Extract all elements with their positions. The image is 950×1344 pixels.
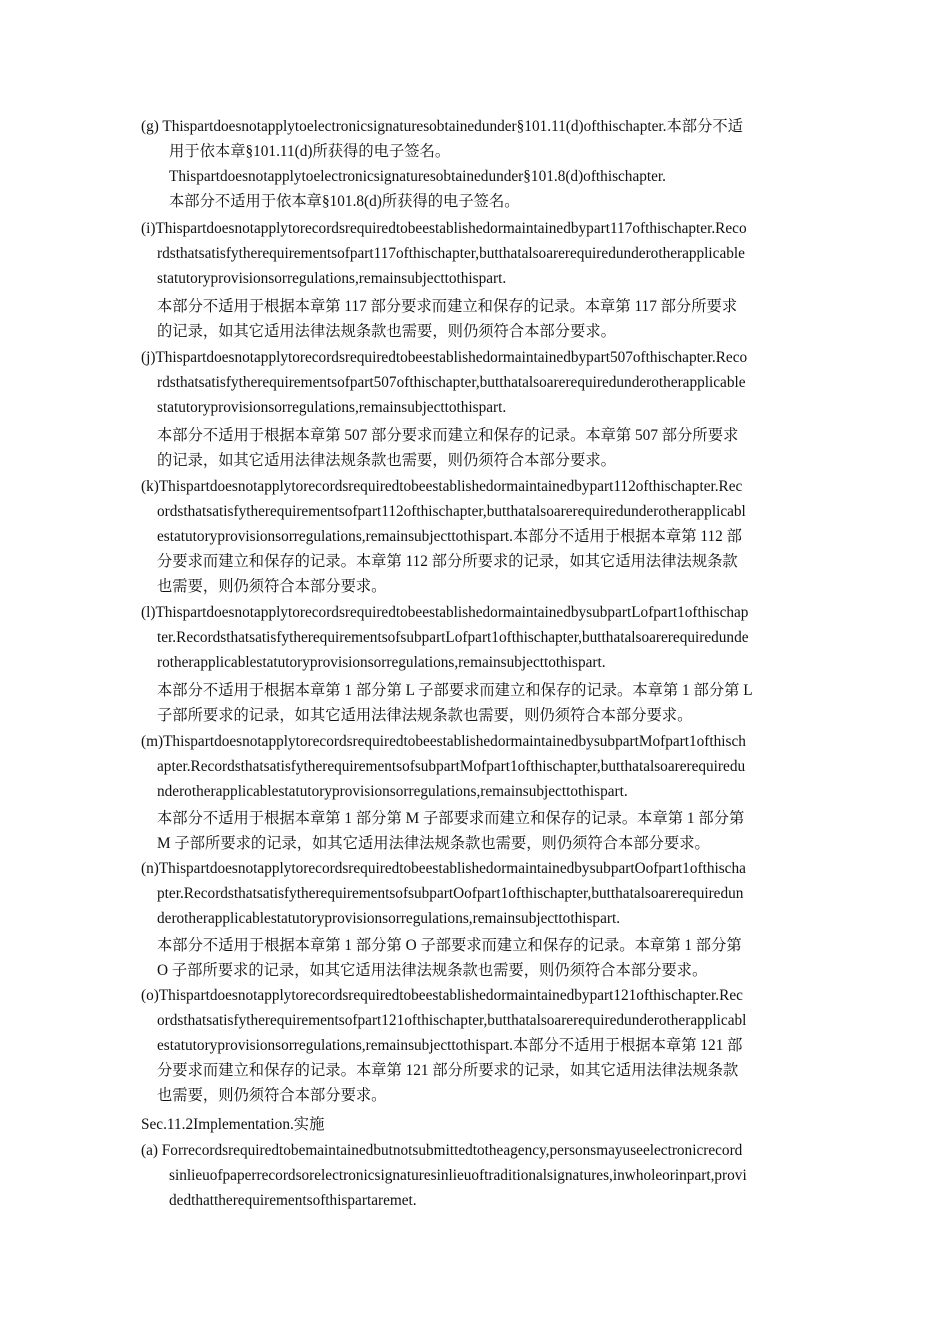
para-o-line-5: 也需要，则仍须符合本部分要求。 <box>157 1087 387 1104</box>
para-l-line-4: 本部分不适用于根据本章第 1 部分第 L 子部要求而建立和保存的记录。本章第 1 部分第 L <box>157 682 753 699</box>
para-k-line-4: 分要求而建立和保存的记录。本章第 112 部分所要求的记录，如其它适用法律法规条款 <box>157 553 738 570</box>
para-j-line-1: (j)Thispartdoesnotapplytorecordsrequiredtobeestablishedormaintainedbypart507ofthischapter.Reco <box>141 349 748 366</box>
para-k-line-1: (k)Thispartdoesnotapplytorecordsrequiredtobeestablishedormaintainedbypart112ofthischapter.Rec <box>141 478 743 495</box>
para-j-line-2: rdsthatsatisfytherequirementsofpart507ofthischapter,butthatalsoarerequiredunderotherapplicable <box>157 374 746 391</box>
para-l-line-5: 子部所要求的记录，如其它适用法律法规条款也需要，则仍须符合本部分要求。 <box>157 707 693 724</box>
para-m-line-5: M 子部所要求的记录，如其它适用法律法规条款也需要，则仍须符合本部分要求。 <box>157 835 710 852</box>
para-j-line-4: 本部分不适用于根据本章第 507 部分要求而建立和保存的记录。本章第 507 部分所要求 <box>157 427 739 444</box>
para-l-line-1: (l)ThispartdoesnotapplytorecordsrequiredtobeestablishedormaintainedbysubpartLofpart1ofthischap <box>141 604 749 621</box>
para-m-line-3: nderotherapplicablestatutoryprovisionsorregulations,remainsubjecttothispart. <box>157 783 628 800</box>
para-l-line-2: ter.RecordsthatsatisfytherequirementsofsubpartLofpart1ofthischapter,butthatalsoarerequiredunde <box>157 629 749 646</box>
para-g-line-2: 用于依本章§101.11(d)所获得的电子签名。 <box>169 143 451 160</box>
para-g-line-1: (g) Thispartdoesnotapplytoelectronicsignaturesobtainedunder§101.11(d)ofthischapter.本部分不适 <box>141 118 743 135</box>
para-m-line-4: 本部分不适用于根据本章第 1 部分第 M 子部要求而建立和保存的记录。本章第 1 部分第 <box>157 810 745 827</box>
para-n-line-2: pter.RecordsthatsatisfytherequirementsofsubpartOofpart1ofthischapter,butthatalsoarerequiredun <box>157 885 744 902</box>
para-o-line-2: ordsthatsatisfytherequirementsofpart121ofthischapter,butthatalsoarerequiredunderotherapplicabl <box>157 1012 747 1029</box>
para-m-line-2: apter.RecordsthatsatisfytherequirementsofsubpartMofpart1ofthischapter,butthatalsoarerequiredu <box>157 758 746 775</box>
para-i-line-1: (i)Thispartdoesnotapplytorecordsrequiredtobeestablishedormaintainedbypart117ofthischapter.Reco <box>141 220 747 237</box>
para-j-line-5: 的记录，如其它适用法律法规条款也需要，则仍须符合本部分要求。 <box>157 452 616 469</box>
para-i-line-5: 的记录，如其它适用法律法规条款也需要，则仍须符合本部分要求。 <box>157 323 616 340</box>
para-k-line-2: ordsthatsatisfytherequirementsofpart112ofthischapter,butthatalsoarerequiredunderotherapplicabl <box>157 503 746 520</box>
para-i-line-4: 本部分不适用于根据本章第 117 部分要求而建立和保存的记录。本章第 117 部分所要求 <box>157 298 738 315</box>
para-a-line-2: sinlieuofpaperrecordsorelectronicsignaturesinlieuoftraditionalsignatures,inwholeorinpart,provi <box>169 1167 747 1184</box>
para-i-line-2: rdsthatsatisfytherequirementsofpart117ofthischapter,butthatalsoarerequiredunderotherapplicable <box>157 245 745 262</box>
para-n-line-3: derotherapplicablestatutoryprovisionsorregulations,remainsubjecttothispart. <box>157 910 621 927</box>
para-o-line-4: 分要求而建立和保存的记录。本章第 121 部分所要求的记录，如其它适用法律法规条款 <box>157 1062 739 1079</box>
para-i-line-3: statutoryprovisionsorregulations,remainsubjecttothispart. <box>157 270 507 287</box>
para-j-line-3: statutoryprovisionsorregulations,remainsubjecttothispart. <box>157 399 507 416</box>
para-m-line-1: (m)ThispartdoesnotapplytorecordsrequiredtobeestablishedormaintainedbysubpartMofpart1ofthisch <box>141 733 746 750</box>
para-k-line-3: estatutoryprovisionsorregulations,remainsubjecttothispart.本部分不适用于根据本章第 112 部 <box>157 528 742 545</box>
para-n-line-4: 本部分不适用于根据本章第 1 部分第 O 子部要求而建立和保存的记录。本章第 1 部分第 <box>157 937 742 954</box>
para-g-line-3: Thispartdoesnotapplytoelectronicsignaturesobtainedunder§101.8(d)ofthischapter. <box>169 168 667 185</box>
para-n-line-5: O 子部所要求的记录，如其它适用法律法规条款也需要，则仍须符合本部分要求。 <box>157 962 708 979</box>
section-heading: Sec.11.2Implementation.实施 <box>141 1116 325 1133</box>
para-n-line-1: (n)ThispartdoesnotapplytorecordsrequiredtobeestablishedormaintainedbysubpartOofpart1ofthischa <box>141 860 746 877</box>
para-o-line-1: (o)Thispartdoesnotapplytorecordsrequiredtobeestablishedormaintainedbypart121ofthischapter.Rec <box>141 987 743 1004</box>
para-a-line-1: (a) Forrecordsrequiredtobemaintainedbutnotsubmittedtotheagency,personsmayuseelectronicrecord <box>141 1142 743 1159</box>
para-a-line-3: dedthattherequirementsofthispartaremet. <box>169 1192 417 1209</box>
para-g-line-4: 本部分不适用于依本章§101.8(d)所获得的电子签名。 <box>169 193 520 210</box>
para-l-line-3: rotherapplicablestatutoryprovisionsorregulations,remainsubjecttothispart. <box>157 654 606 671</box>
para-k-line-5: 也需要，则仍须符合本部分要求。 <box>157 578 387 595</box>
para-o-line-3: estatutoryprovisionsorregulations,remainsubjecttothispart.本部分不适用于根据本章第 121 部 <box>157 1037 743 1054</box>
